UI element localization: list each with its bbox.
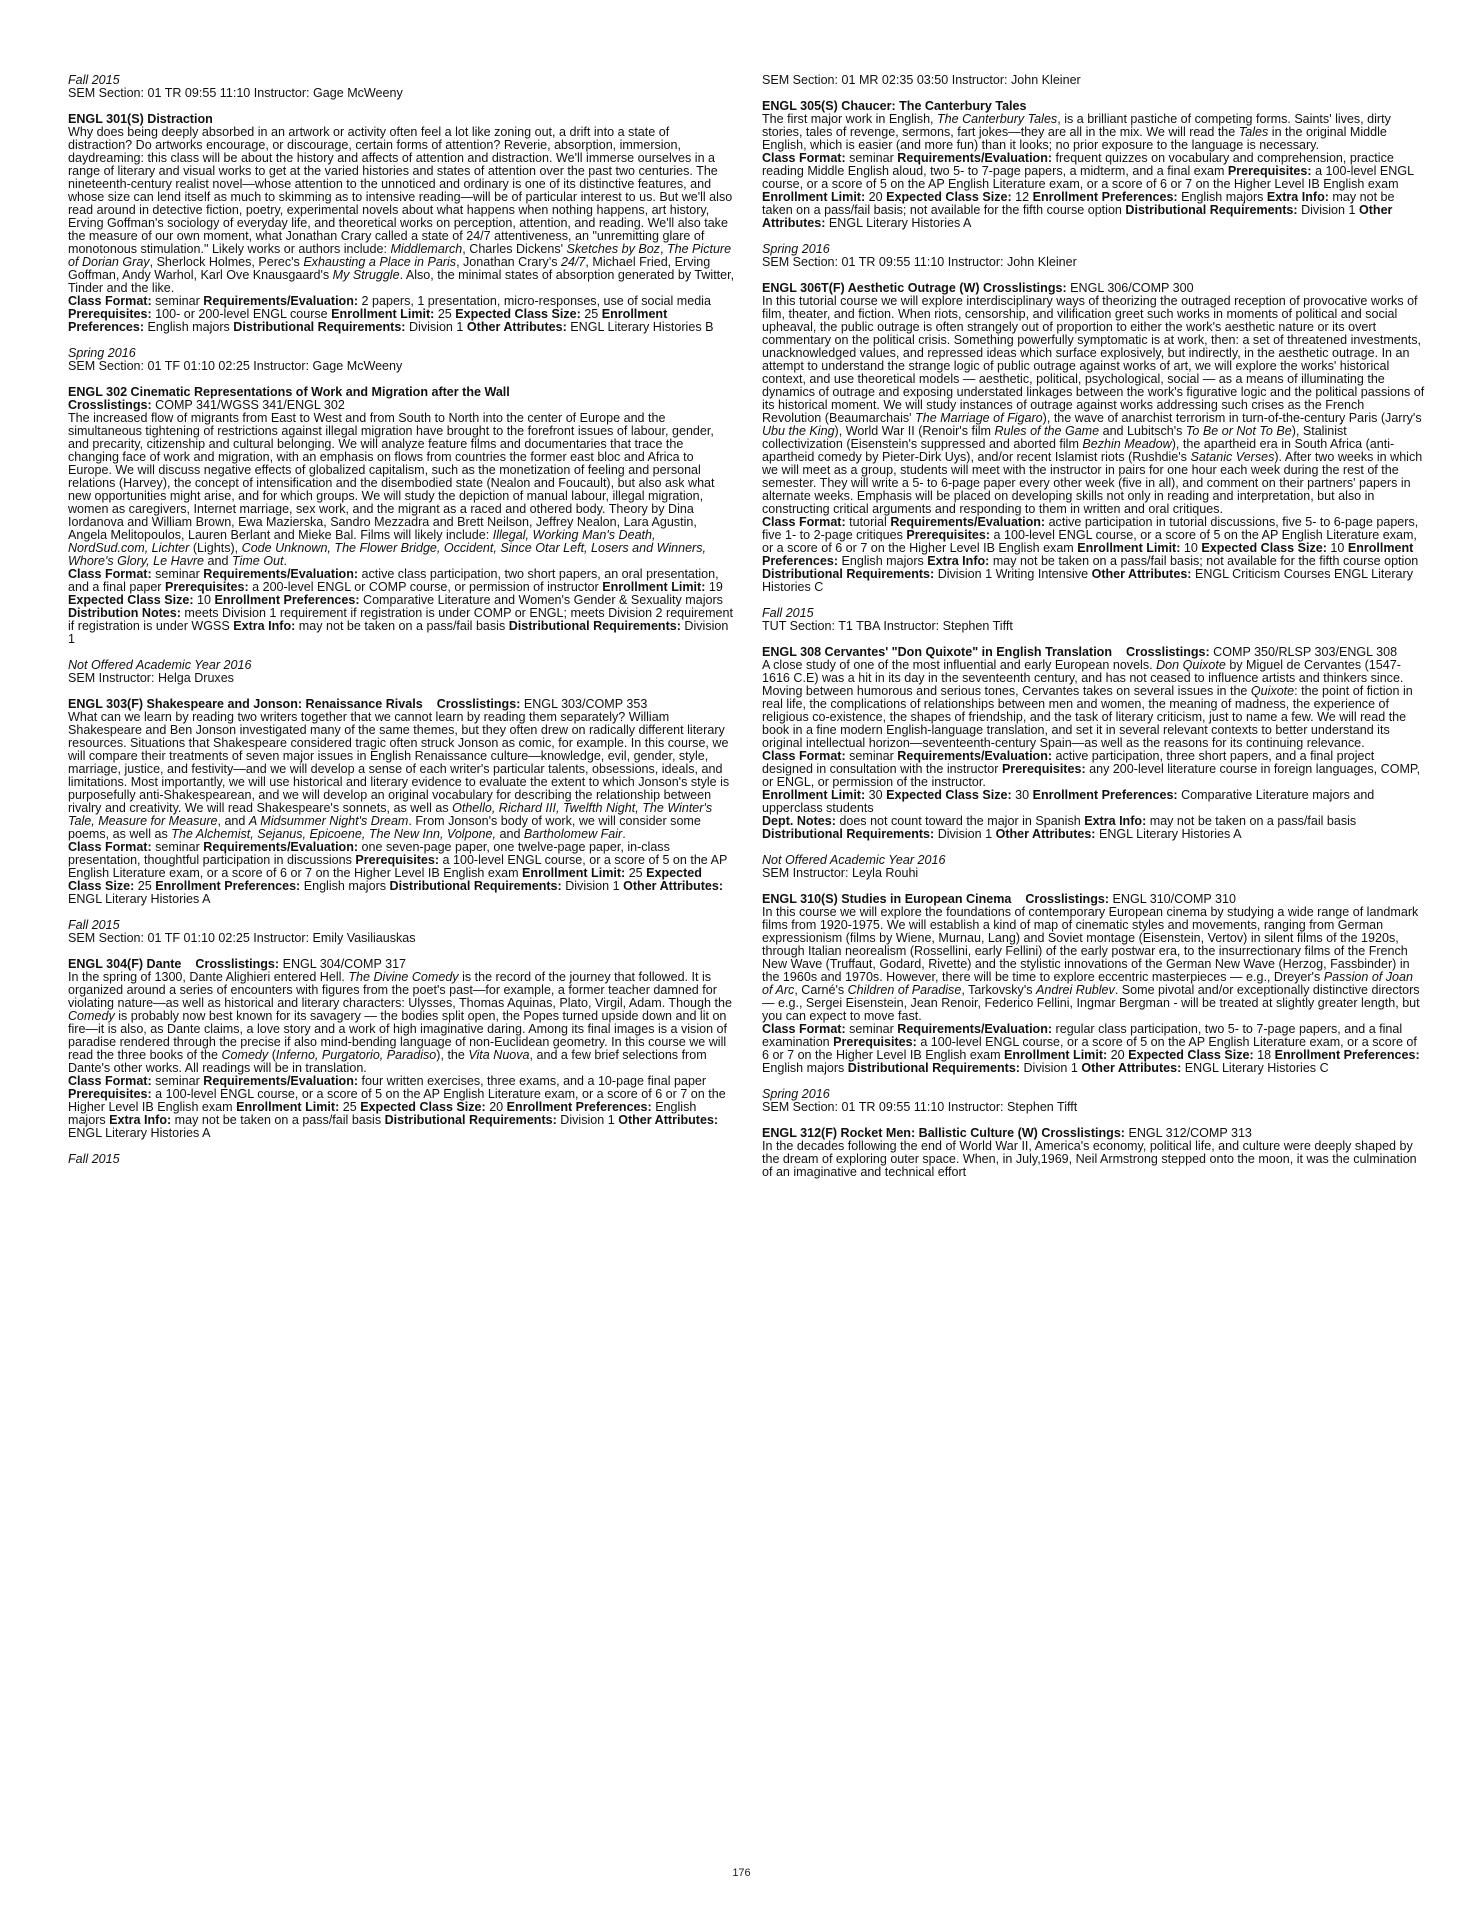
course-title-text: ENGL 310(S) Studies in European Cinema — [762, 892, 1012, 906]
course-title-text: ENGL 301(S) Distraction — [68, 112, 213, 126]
course-details: Class Format: seminar Requirements/Evaluation: regular class participation, two 5- to 7-page papers, and a final examination Prerequisites: a 100-level ENGL course, or a score of 5 on the AP English Literature exam, or a score of 6 or 7 on the Higher Level IB English exam Enrollment Limit: 20 Expected Class Size: 18 Enrollment Preferences: English majors Distributional Requirements: Division 1 Other Attributes: ENGL Literary Histories C — [762, 1022, 1420, 1075]
course-description: In the spring of 1300, Dante Alighieri entered Hell. The Divine Comedy is the record of the journey that followed. It is organized around a series of encounters with figures from the poet's past—for example, a former teacher damned for violating nature—as well as historical and literary characters: Ulysses, Thomas Aquinas, Plato, Virgil, Adam. Though the Comedy is probably now best known for its savagery — the bodies split open, the Popes turned upside down and lit on fire—it is also, as Dante claims, a love story and a work of high imaginative daring. Among its final images is a vision of paradise rendered through the precise if also mind-bending language of non-Euclidean geometry. In this course we will read the three books of the Comedy (Inferno, Purgatorio, Paradiso), the Vita Nuova, and a few brief selections from Dante's other works. All readings will be in translation. — [68, 970, 732, 1075]
section-line: SEM Instructor: Helga Druxes — [68, 671, 234, 685]
course-entry — [762, 243, 1426, 607]
course-details: Class Format: tutorial Requirements/Evaluation: active participation in tutorial discussions, five 5- to 6-page papers, five 1- to 2-page critiques Prerequisites: a 100-level ENGL course, or a score of 5 on the AP English Literature exam, or a score of 6 or 7 on the Higher Level IB English exam Enrollment Limit: 10 Expected Class Size: 10 Enrollment Preferences: English majors Extra Info: may not be taken on a pass/fail basis; not available for the fifth course option Distributional Requirements: Division 1 Writing Intensive Other Attributes: ENGL Criticism Courses ENGL Literary Histories C — [762, 515, 1419, 594]
course-entry — [762, 854, 1426, 1088]
course-title-text: ENGL 312(F) Rocket Men: Ballistic Culture (W) Crosslistings: — [762, 1126, 1125, 1140]
course-details: Class Format: seminar Requirements/Evaluation: frequent quizzes on vocabulary and comprehension, practice reading Middle English aloud, two 5- to 7-page papers, a midterm, and a final exam Prerequisites: a 100-level ENGL course, or a score of 5 on the AP English Literature exam, or a score of 6 or 7 on the Higher Level IB English exam Enrollment Limit: 20 Expected Class Size: 12 Enrollment Preferences: English majors Extra Info: may not be taken on a pass/fail basis; not available for the fifth course option Distributional Requirements: Division 1 Other Attributes: ENGL Literary Histories A — [762, 151, 1414, 230]
term-label: Spring 2016 — [762, 242, 830, 256]
spacer — [68, 906, 736, 919]
course-title-text: ENGL 302 Cinematic Representations of Work and Migration after the Wall — [68, 385, 510, 399]
course-entry — [68, 347, 736, 659]
term-label: Fall 2015 — [68, 73, 120, 87]
course-details: Class Format: seminar Requirements/Evaluation: active class participation, two short papers, an oral presentation, and a final paper Prerequisites: a 200-level ENGL or COMP course, or permission of instructor Enrollment Limit: 19 Expected Class Size: 10 Enrollment Preferences: Comparative Literature and Women's Gender & Sexuality majors Distribution Notes: meets Division 1 requirement if registration is under COMP or ENGL; meets Division 2 requirement if registration is under WGSS Extra Info: may not be taken on a pass/fail basis Distributional Requirements: Division 1 — [68, 567, 733, 646]
term-label: Fall 2015 — [68, 1152, 120, 1166]
crosslistings-value: ENGL 306/COMP 300 — [1066, 281, 1194, 295]
term-label: Fall 2015 — [762, 606, 814, 620]
term-label: Spring 2016 — [68, 346, 136, 360]
spacer — [762, 1179, 1426, 1192]
course-details: Class Format: seminar Requirements/Evaluation: active participation, three short papers, and a final project designed in consultation with the instructor Prerequisites: any 200-level literature course in foreign languages, COMP, or ENGL, or permission of the instructor. Enrollment Limit: 30 Expected Class Size: 30 Enrollment Preferences: Comparative Literature majors and upperclass students Dept. Notes: does not count toward the major in Spanish Extra Info: may not be taken on a pass/fail basis Distributional Requirements: Division 1 Other Attributes: ENGL Literary Histories A — [762, 749, 1421, 841]
section-line: SEM Section: 01 TR 09:55 11:10 Instructor: Stephen Tifft — [762, 1100, 1078, 1114]
course-title-text: ENGL 303(F) Shakespeare and Jonson: Renaissance Rivals — [68, 697, 423, 711]
course-details: Class Format: seminar Requirements/Evaluation: 2 papers, 1 presentation, micro-responses, use of social media Prerequisites: 100- or 200-level ENGL course Enrollment Limit: 25 Expected Class Size: 25 Enrollment Preferences: English majors Distributional Requirements: Division 1 Other Attributes: ENGL Literary Histories B — [68, 294, 714, 334]
course-entry — [762, 1088, 1426, 1192]
term-label: Spring 2016 — [762, 1087, 830, 1101]
spacer — [762, 230, 1426, 243]
course-title-text: ENGL 304(F) Dante — [68, 957, 182, 971]
crosslistings-value: ENGL 312/COMP 313 — [1124, 1126, 1252, 1140]
course-description: What can we learn by reading two writers together that we cannot learn by reading them separately? William Shakespeare and Ben Jonson investigated many of the same themes, but they often drew on radically different literary resources. Situations that Shakespeare considered tragic often struck Jonson as comic, for example. In this course, we will compare their treatments of seven major issues in English Renaissance culture—knowledge, evil, gender, style, marriage, justice, and festivity—and we will develop a sense of each writer's particular talents, obsessions, ideals, and limitations. Most importantly, we will use historical and literary evidence to evaluate the extent to which Jonson's style is purposefully anti-Shakespearean, and we will develop an original vocabulary for describing the relationship between rivalry and creativity. We will read Shakespeare's sonnets, as well as Othello, Richard III, Twelfth Night, The Winter's Tale, Measure for Measure, and A Midsummer Night's Dream. From Jonson's body of work, we will consider some poems, as well as The Alchemist, Sejanus, Epicoene, The New Inn, Volpone, and Bartholomew Fair. — [68, 710, 730, 841]
term-label: Fall 2015 — [68, 918, 120, 932]
crosslistings-value: ENGL 310/COMP 310 — [1109, 892, 1236, 906]
section-line: SEM Instructor: Leyla Rouhi — [762, 866, 919, 880]
crosslistings-label: Crosslistings: — [1025, 892, 1110, 906]
spacer — [762, 1075, 1426, 1088]
section-line: SEM Section: 01 TF 01:10 02:25 Instructor: Emily Vasiliauskas — [68, 931, 416, 945]
course-description: In this tutorial course we will explore interdisciplinary ways of theorizing the outraged reception of provocative works of film, theater, and fiction. When riots, censorship, and vilification greet such works in moments of political and social upheaval, the public outrage is often strangely out of proportion to either the work's aesthetic nature or its overt commentary on the political crisis. Something powerfully symptomatic is at work, then: a set of threatened investments, unacknowledged values, and repressed ideas which surface explosively, but indirectly, in the aesthetic outrage. In an attempt to understand the strange logic of public outrage against works of art, we will explore the works' historical context, and use theoretical models — aesthetic, political, psychological, social — as a means of illuminating the dynamics of outrage and exposing understated linkages between the work's figurative logic and the political passions of its historical moment. We will study instances of outrage against works addressing such crises as the French Revolution (Beaumarchais' The Marriage of Figaro), the wave of anarchist terrorism in turn-of-the-century Paris (Jarry's Ubu the King), World War II (Renoir's film Rules of the Game and Lubitsch's To Be or Not To Be), Stalinist collectivization (Eisenstein's suppressed and aborted film Bezhin Meadow), the apartheid era in South Africa (anti-apartheid comedy by Pieter-Dirk Uys), and/or recent Islamist riots (Rushdie's Satanic Verses). After two weeks in which we will meet as a group, students will meet with the instructor in pairs for one hour each week during the rest of the semester. They will write a 5- to 6-page paper every other week (five in all), and comment on their partners' papers in alternate weeks. Emphasis will be placed on developing skills not only in reading and interpretation, but also in constructing critical arguments and responding to them in written and oral critiques. — [762, 294, 1425, 516]
left-column — [68, 74, 736, 1166]
term-label: Not Offered Academic Year 2016 — [762, 853, 946, 867]
crosslistings-label: Crosslistings: — [436, 697, 521, 711]
crosslistings-label: Crosslistings: — [195, 957, 280, 971]
course-title-text: ENGL 306T(F) Aesthetic Outrage (W) Crosslistings: — [762, 281, 1067, 295]
course-entry — [68, 919, 736, 1153]
course-details: Class Format: seminar Requirements/Evaluation: one seven-page paper, one twelve-page paper, in-class presentation, thoughtful participation in discussions Prerequisites: a 100-level ENGL course, or a score of 5 on the AP English Literature exam, or a score of 6 or 7 on the Higher Level IB English exam Enrollment Limit: 25 Expected Class Size: 25 Enrollment Preferences: English majors Distributional Requirements: Division 1 Other Attributes: ENGL Literary Histories A — [68, 840, 728, 906]
section-line: SEM Section: 01 TR 09:55 11:10 Instructor: Gage McWeeny — [68, 86, 403, 100]
crosslistings-value: COMP 350/RLSP 303/ENGL 308 — [1209, 645, 1398, 659]
right-column — [762, 74, 1426, 1192]
spacer — [762, 594, 1426, 607]
course-details: Class Format: seminar Requirements/Evaluation: four written exercises, three exams, and a 10-page final paper Prerequisites: a 100-level ENGL course, or a score of 5 on the AP English Literature exam, or a score of 6 or 7 on the Higher Level IB English exam Enrollment Limit: 25 Expected Class Size: 20 Enrollment Preferences: English majors Extra Info: may not be taken on a pass/fail basis Distributional Requirements: Division 1 Other Attributes: ENGL Literary Histories A — [68, 1074, 726, 1140]
course-entry — [68, 74, 736, 347]
course-entry — [68, 659, 736, 919]
course-description: In this course we will explore the foundations of contemporary European cinema by studying a wide range of landmark films from 1920-1975. We will establish a kind of map of cinematic styles and movements, ranging from German expressionism (films by Wiene, Murnau, Lang) and Soviet montage (Eisenstein, Vertov) in silent films of the 1920s, through Italian neorealism (Rossellini, early Fellini) of the early postwar era, to the insurrectionary films of the French New Wave (Truffaut, Godard, Rivette) and the stylistic innovations of the German New Wave (Herzog, Fassbinder) in the 1960s and 1970s. However, there will be time to explore eccentric masterpieces — e.g., Dreyer's Passion of Joan of Arc, Carné's Children of Paradise, Tarkovsky's Andrei Rublev. Some pivotal and/or exceptionally distinctive directors — e.g., Sergei Eisenstein, Jean Renoir, Federico Fellini, Ingmar Bergman - will be treated at slightly greater length, but you can expect to move fast. — [762, 905, 1420, 1023]
course-entry — [762, 607, 1426, 854]
section-line: SEM Section: 01 TR 09:55 11:10 Instructor: John Kleiner — [762, 255, 1077, 269]
section-line: SEM Section: 01 MR 02:35 03:50 Instructor: John Kleiner — [762, 73, 1081, 87]
section-line: TUT Section: T1 TBA Instructor: Stephen Tifft — [762, 619, 1013, 633]
crosslistings-value: ENGL 304/COMP 317 — [279, 957, 407, 971]
course-title-text: ENGL 305(S) Chaucer: The Canterbury Tales — [762, 99, 1027, 113]
crosslistings-label: Crosslistings: — [1126, 645, 1210, 659]
course-description: Why does being deeply absorbed in an artwork or activity often feel a lot like zoning out, a drift into a state of distraction? Do artworks encourage, or discourage, certain forms of attention? Reverie, absorption, immersion, daydreaming: this class will be about the history and affects of attention and distraction. We'll immerse ourselves in a range of literary and visual works to get at the varied histories and states of attention over the past two centuries. The nineteenth-century realist novel—whose attention to the unnoticed and ordinary is one of its distinctive features, and whose size can lend itself as much to skimming as to intensive reading—will be of particular interest to us. But we'll also read around in detective fiction, poetry, experimental novels about what happens when nothing happens, art history, Erving Goffman's sociology of everyday life, and theoretical works on perception, attention, and reading. We'll also take the measure of our own moment, what Jonathan Crary called a state of 24/7 attentiveness, an "unremitting glare of monotonous stimulation." Likely works or authors include: Middlemarch, Charles Dickens' Sketches by Boz, The Picture of Dorian Gray, Sherlock Holmes, Perec's Exhausting a Place in Paris, Jonathan Crary's 24/7, Michael Fried, Erving Goffman, Andy Warhol, Karl Ove Knausgaard's My Struggle. Also, the minimal states of absorption generated by Twitter, Tinder and the like. — [68, 125, 735, 295]
course-description: In the decades following the end of World War II, America's economy, political life, and culture were deeply shaped by the dream of exploring outer space. When, in July,1969, Neil Armstrong stepped onto the moon, it was the culmination of an imaginative and technical effort — [762, 1139, 1417, 1179]
spacer — [68, 1140, 736, 1153]
course-title-text: ENGL 308 Cervantes' "Don Quixote" in English Translation — [762, 645, 1113, 659]
page-number: 176 — [732, 1867, 751, 1879]
section-line: SEM Section: 01 TF 01:10 02:25 Instructor: Gage McWeeny — [68, 359, 403, 373]
spacer — [68, 334, 736, 347]
course-description: The first major work in English, The Canterbury Tales, is a brilliant pastiche of competing forms. Saints' lives, dirty stories, tales of revenge, sermons, fart jokes—they are all in the mix. We will read the Tales in the original Middle English, which is easier (and more fun) than it looks; no prior exposure to the language is necessary. — [762, 112, 1391, 152]
course-entry — [762, 87, 1426, 243]
term-label: Not Offered Academic Year 2016 — [68, 658, 252, 672]
crosslistings-value: ENGL 303/COMP 353 — [520, 697, 648, 711]
course-description: Crosslistings: COMP 341/WGSS 341/ENGL 302 The increased flow of migrants from East to West and from South to North into the center of Europe and the simultaneous tightening of restrictions against illegal migration have brought to the forefront issues of labour, gender, and precarity, citizenship and cultural belonging. We will analyze feature films and documentaries that trace the changing face of work and migration, with an emphasis on flows from countries the former east bloc and Africa to Europe. We will discuss negative effects of globalized capitalism, such as the monetization of feeling and personal relations (Harvey), the concept of intensification and the disembodied state (Nealon and Foucault), but also ask what new opportunities might arise, and for which groups. We will study the depiction of manual labour, illegal migration, women as caregivers, Internet marriage, sex work, and the migrant as a raced and othered body. Theory by Dina Iordanova and William Brown, Ewa Mazierska, Sandro Mezzadra and Brett Neilson, Jeffrey Nealon, Lara Agustin, Angela Melitopoulos, Lauren Berlant and Mieke Bal. Films will likely include: Illegal, Working Man's Death, NordSud.com, Lichter (Lights), Code Unknown, The Flower Bridge, Occident, Since Otar Left, Losers and Winners, Whore's Glory, Le Havre and Time Out. — [68, 398, 715, 568]
course-description: A close study of one of the most influential and early European novels. Don Quixote by Miguel de Cervantes (1547-1616 C.E) was a hit in its day in the seventeenth century, and has not ceased to influence artists and thinkers since. Moving between humorous and serious tones, Cervantes takes on several issues in the Quixote: the point of fiction in real life, the complications of relationships between men and women, the meaning of madness, the experience of religious co-existence, the shapes of friendship, and the task of literary criticism, just to name a few. We will read the book in a fine modern English-language translation, and set it in several relevant contexts to better understand its original intellectual horizon—seventeenth-century Spain—as well as the reasons for its continuing relevance. — [762, 658, 1413, 750]
